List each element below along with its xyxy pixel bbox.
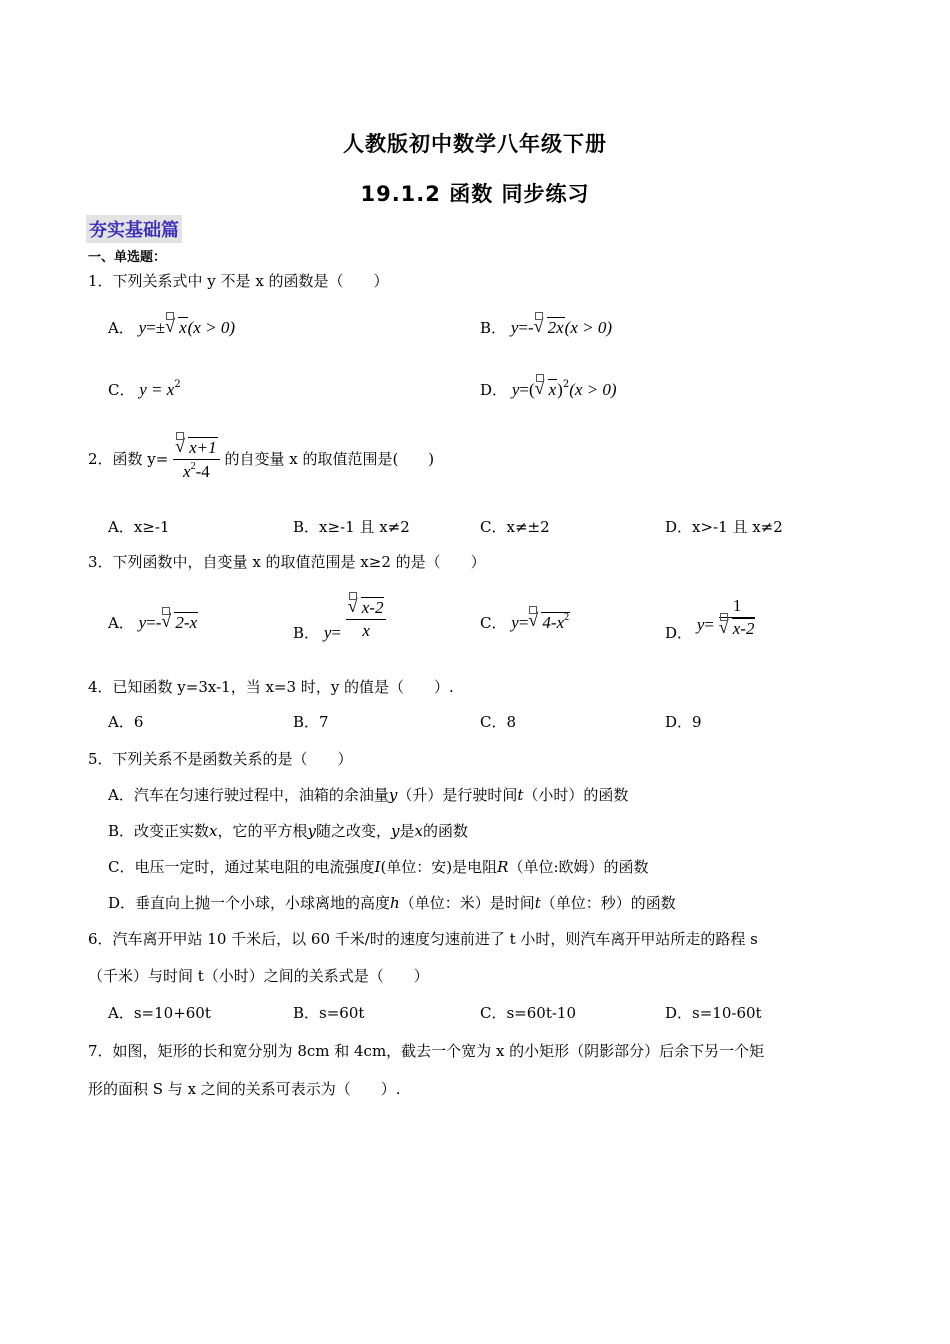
- q1-option-a[interactable]: A． y=± √ x(x > 0): [108, 317, 235, 338]
- question-4-stem: 4．已知函数 y=3x-1，当 x=3 时，y 的值是（ ）.: [88, 678, 454, 696]
- q2-option-c[interactable]: C．x≠±2: [480, 518, 550, 536]
- q4-option-c[interactable]: C．8: [480, 713, 517, 731]
- q2-option-b[interactable]: B．x≥-1 且 x≠2: [293, 518, 410, 536]
- q3-option-b[interactable]: B． y= √ $\frac{x-2}{x}$: [293, 598, 386, 641]
- q3-option-a[interactable]: A． y=- √ 2-x: [108, 612, 198, 633]
- section-subhead: 一、单选题：: [88, 250, 167, 265]
- q3-option-d[interactable]: D． y= 1 √ x-2: [665, 596, 755, 639]
- question-6-stem-line1: 6．汽车离开甲站 10 千米后，以 60 千米/时的速度匀速前进了 t 小时，则汽车离开甲站所走的路程 s: [88, 930, 758, 948]
- q5-option-a[interactable]: A．汽车在匀速行驶过程中，油箱的余油量y（升）是行驶时间t（小时）的函数: [108, 786, 629, 804]
- section-label: 夯实基础篇: [86, 215, 182, 243]
- q5-option-c[interactable]: C．电压一定时，通过某电阻的电流强度I(单位：安)是电阻R（单位:欧姆）的函数: [108, 858, 649, 876]
- q6-option-d[interactable]: D．s=10-60t: [665, 1004, 762, 1022]
- q2-option-a[interactable]: A．x≥-1: [108, 518, 170, 536]
- q1-option-c[interactable]: C． $y = x^2$: [108, 379, 181, 399]
- q5-option-b[interactable]: B．改变正实数x，它的平方根y随之改变，y是x的函数: [108, 822, 469, 840]
- question-3-stem: 3．下列函数中，自变量 x 的取值范围是 x≥2 的是（ ）: [88, 553, 486, 571]
- q1-option-d[interactable]: D． y=( √ x)$^2$(x > 0): [480, 379, 617, 400]
- q4-option-d[interactable]: D．9: [665, 713, 702, 731]
- q1-option-b[interactable]: B． y=- √ 2x(x > 0): [480, 317, 612, 338]
- q3-option-c[interactable]: C． y= √ $4-x^2$: [480, 612, 570, 633]
- q4-option-b[interactable]: B．7: [293, 713, 329, 731]
- question-2-stem: 2．函数 y= √ $\frac{x+1}{x^2-4}$ 的自变量 x 的取值范围是( ): [88, 438, 434, 482]
- question-1-stem: 1．下列关系式中 y 不是 x 的函数是（ ）: [88, 272, 389, 290]
- question-6-stem-line2: （千米）与时间 t（小时）之间的关系式是（ ）: [88, 967, 429, 985]
- question-7-stem-line2: 形的面积 S 与 x 之间的关系可表示为（ ）.: [88, 1080, 401, 1098]
- q5-option-d[interactable]: D．垂直向上抛一个小球，小球离地的高度h（单位：米）是时间t（单位：秒）的函数: [108, 894, 676, 912]
- q4-option-a[interactable]: A．6: [108, 713, 144, 731]
- question-7-stem-line1: 7．如图，矩形的长和宽分别为 8cm 和 4cm，截去一个宽为 x 的小矩形（阴影部分）后余下另一个矩: [88, 1042, 765, 1060]
- worksheet-title: 人教版初中数学八年级下册: [343, 132, 607, 156]
- q2-option-d[interactable]: D．x>-1 且 x≠2: [665, 518, 783, 536]
- q6-option-a[interactable]: A．s=10+60t: [108, 1004, 211, 1022]
- worksheet-subtitle: 19.1.2 函数 同步练习: [360, 182, 590, 206]
- q6-option-c[interactable]: C．s=60t-10: [480, 1004, 577, 1022]
- q6-option-b[interactable]: B．s=60t: [293, 1004, 365, 1022]
- question-5-stem: 5．下列关系不是函数关系的是（ ）: [88, 750, 353, 768]
